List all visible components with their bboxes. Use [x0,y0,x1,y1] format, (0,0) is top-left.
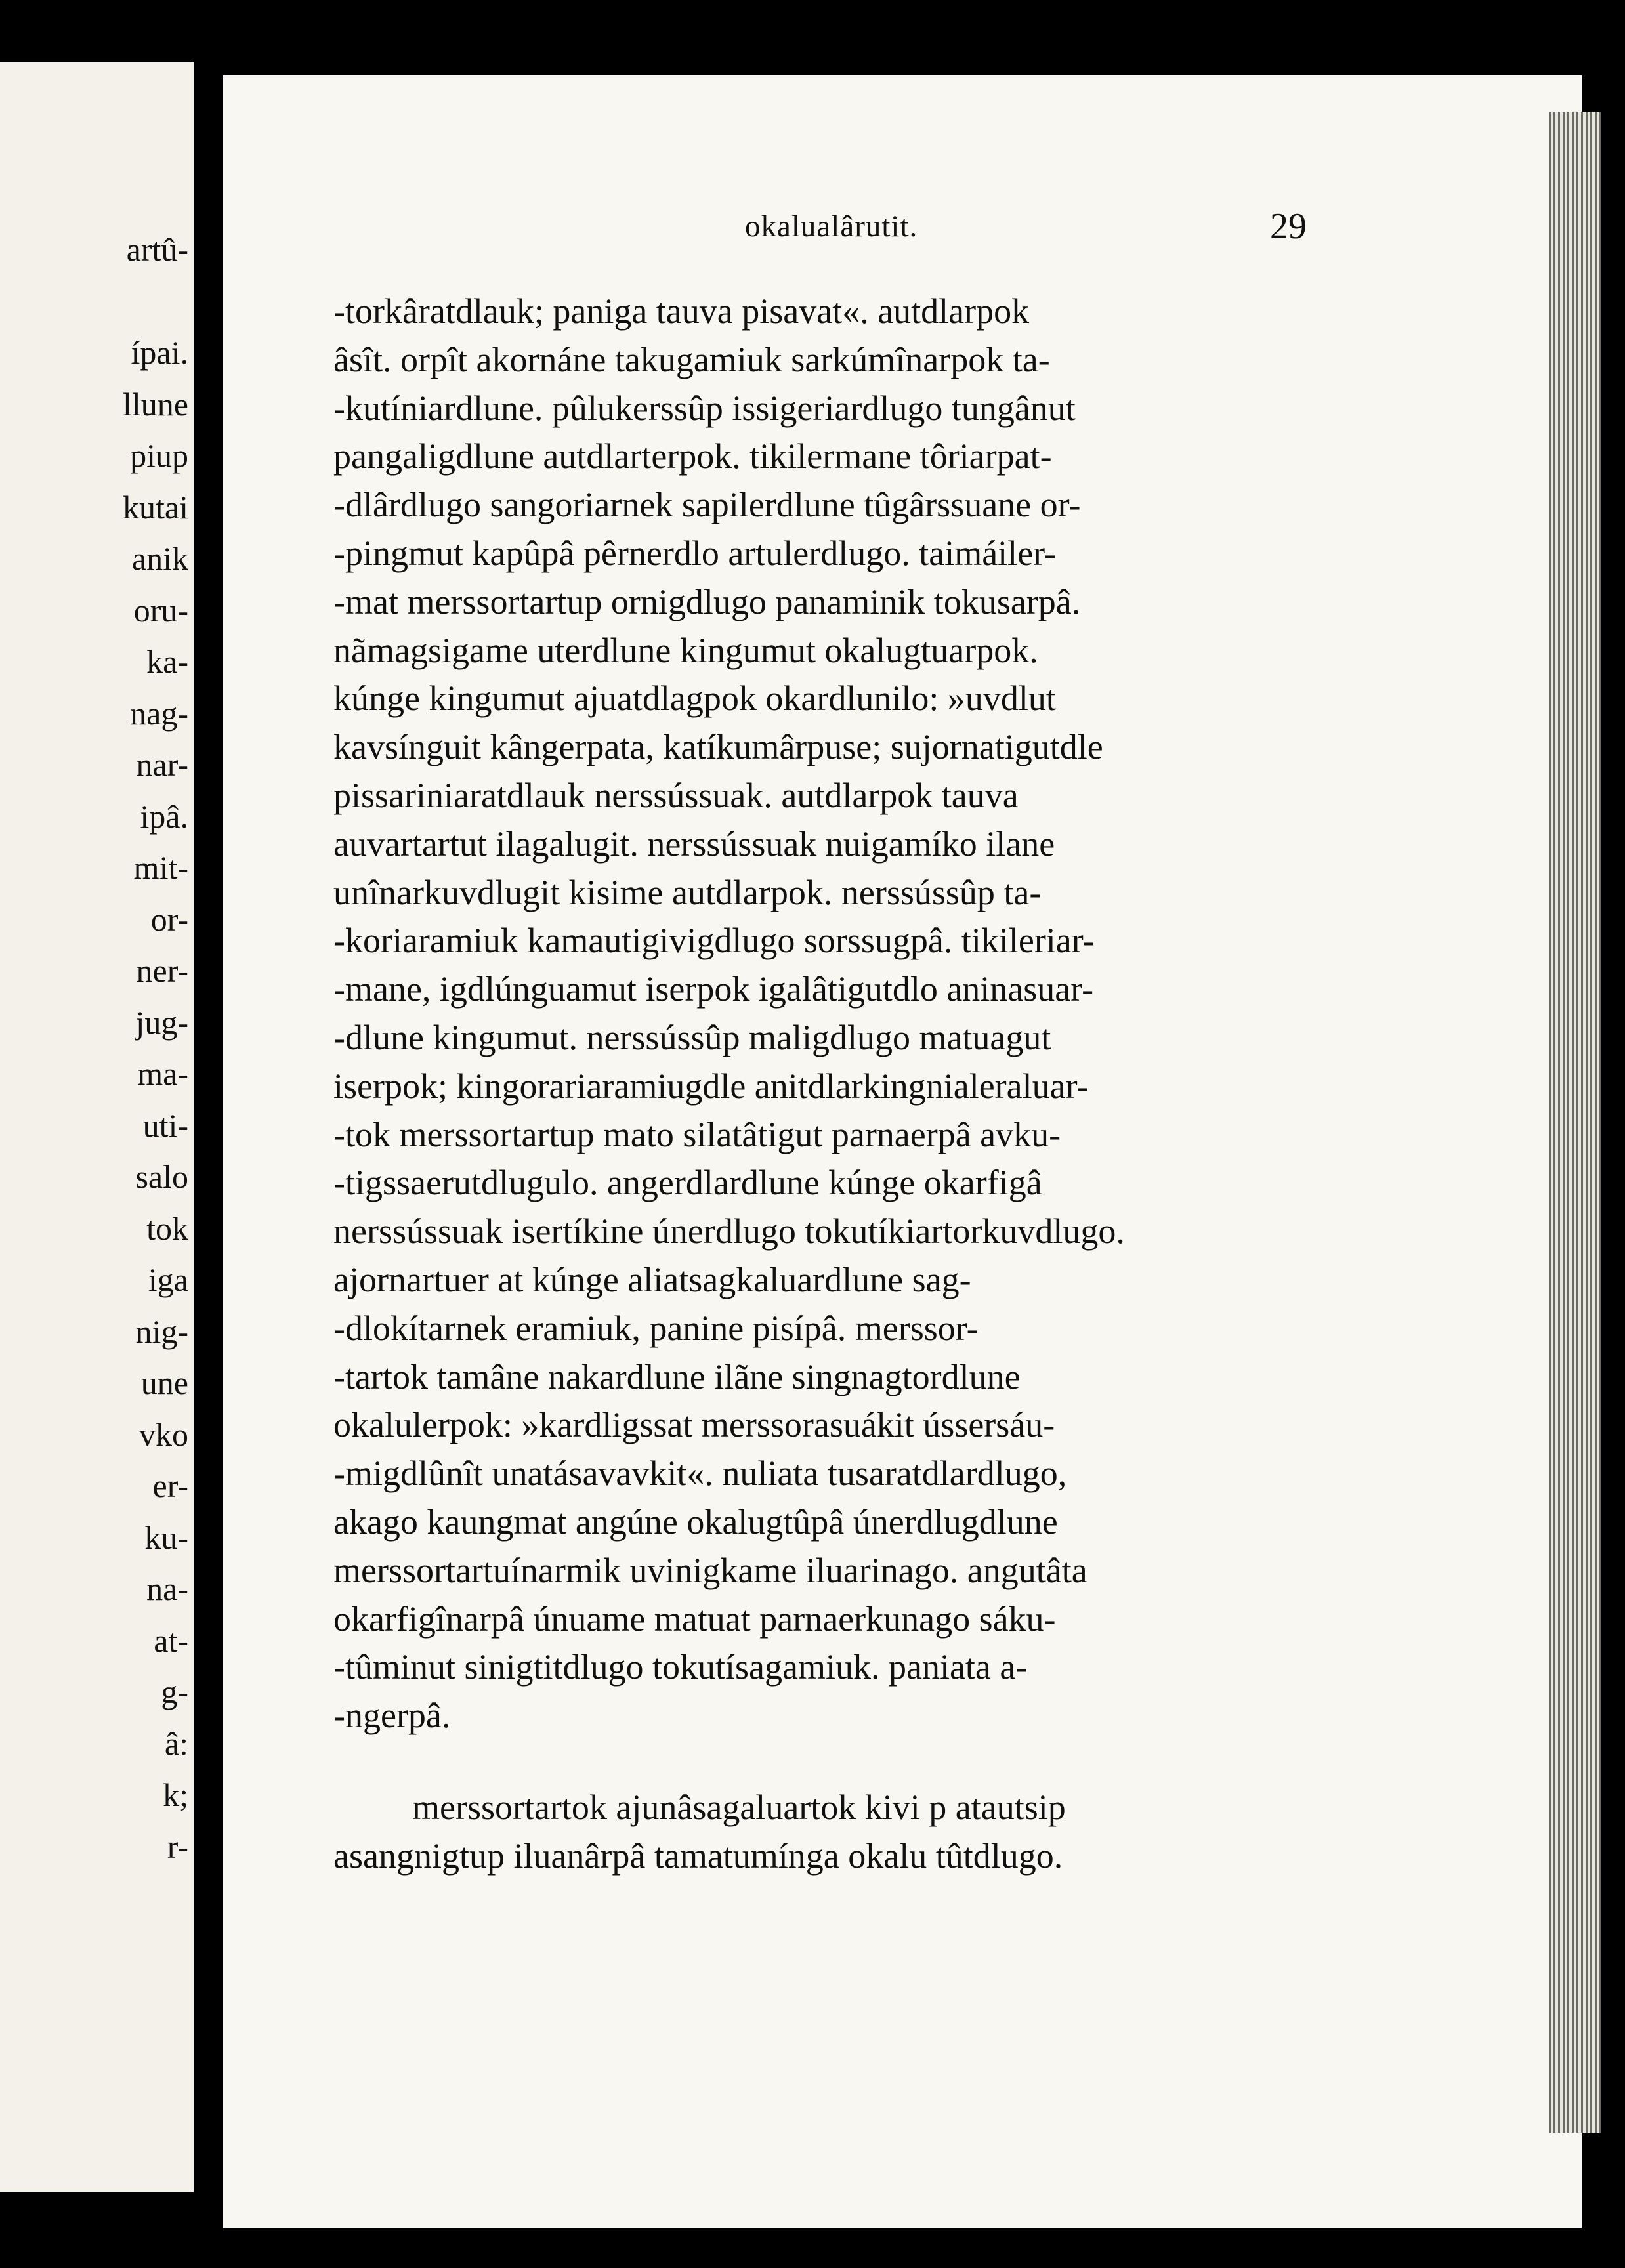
text-line: okalulerpok: »kardligssat merssorasuákit ússersáu- [333,1405,1055,1445]
previous-page-line: nig- [135,1312,188,1350]
text-line: -pingmut kapûpâ pêrnerdlo artulerdlugo. taimáiler- [333,533,1057,573]
previous-page-line: mit- [133,849,188,886]
previous-page-line: â: [164,1725,188,1762]
previous-page-line: une [140,1364,188,1401]
text-line: -mat merssortartup ornigdlugo panaminik tokusarpâ. [333,581,1081,621]
previous-page-line: kutai [123,488,188,526]
text-line: âsît. orpît akornáne takugamiuk sarkúmînarpok ta- [333,339,1050,379]
previous-page-line: ma- [137,1055,188,1092]
previous-page-line: or- [150,900,188,938]
text-line: -torkâratdlauk; paniga tauva pisavat«. autdlarpok [333,291,1030,331]
paragraph-gap [333,1740,1344,1784]
text-line: kúnge kingumut ajuatdlagpok okardlunilo: »uvdlut [333,679,1056,719]
text-line: nerssússuak isertíkine únerdlugo tokutíkiartorkuvdlugo. [333,1211,1125,1251]
previous-page-line: ka- [146,643,188,680]
text-line: okarfigînarpâ únuame matuat parnaerkunago sáku- [333,1599,1056,1639]
text-line: pissariniaratdlauk nerssússuak. autdlarpok tauva [333,775,1019,815]
text-line: -tûminut sinigtitdlugo tokutísagamiuk. paniata a- [333,1647,1028,1687]
previous-page-line: jug- [135,1003,188,1041]
previous-page-line: na- [146,1570,188,1607]
previous-page-line: at- [154,1622,188,1659]
previous-page-line: anik [131,540,188,577]
text-line: -tigssaerutdlugulo. angerdlardlune kúnge okarfigâ [333,1163,1042,1203]
previous-page-line: k; [163,1776,188,1813]
previous-page-line: ipâ. [140,797,188,835]
text-line: akago kaungmat angúne okalugtûpâ únerdlugdlune [333,1502,1058,1542]
previous-page-line: tok [146,1209,188,1247]
previous-page-line: llune [123,385,188,423]
previous-page-line: r- [167,1828,188,1865]
text-line: nãmagsigame uterdlune kingumut okalugtuarpok. [333,630,1038,670]
previous-page-line: nag- [130,694,188,732]
text-line: pangaligdlune autdlarterpok. tikilermane tôriarpat- [333,436,1052,476]
text-line: -ngerpâ. [333,1696,451,1736]
running-head: okalualârutit. [745,209,918,243]
text-line: -migdlûnît unatásavavkit«. nuliata tusaratdlardlugo, [333,1454,1067,1494]
previous-page-line: iga [148,1261,188,1298]
text-line: -dlune kingumut. nerssússûp maligdlugo matuagut [333,1017,1051,1057]
previous-page-line: ípai. [131,334,188,371]
page-edge [1549,112,1601,2133]
previous-page-line: ku- [144,1519,188,1556]
text-line: asangnigtup iluanârpâ tamatumínga okalu tûtdlugo. [333,1836,1063,1876]
text-line: unînarkuvdlugit kisime autdlarpok. nerssússûp ta- [333,872,1042,912]
text-line: -kutíniardlune. pûlukerssûp issigeriardlugo tungânut [333,388,1076,428]
text-line: -dlârdlugo sangoriarnek sapilerdlune tûgârssuane or- [333,485,1081,525]
previous-page-line: vko [139,1416,188,1453]
text-line: -mane, igdlúnguamut iserpok igalâtigutdlo aninasuar- [333,969,1094,1009]
text-line: -tok merssortartup mato silatâtigut parnaerpâ avku- [333,1114,1061,1154]
previous-page-line: uti- [142,1106,188,1144]
text-line: kavsínguit kângerpata, katíkumârpuse; sujornatigutdle [333,727,1103,767]
previous-page-fragment [0,62,194,2192]
previous-page-line: artû- [126,231,188,268]
text-line: iserpok; kingorariaramiugdle anitdlarkingnialeraluar- [333,1066,1089,1106]
text-line: -koriaramiuk kamautigivigdlugo sorssugpâ. tikileriar- [333,921,1095,961]
paragraph-2 [333,1784,1344,1881]
page-number: 29 [1270,206,1307,247]
paragraph-1 [333,287,1344,1740]
previous-page-line: nar- [136,746,188,783]
text-line: merssortartok ajunâsagaluartok kivi p atautsip [412,1787,1066,1827]
previous-page-line: g- [161,1673,188,1710]
previous-page-line: oru- [133,591,188,629]
body-text [333,287,1344,1881]
previous-page-line: piup [130,437,188,474]
previous-page-line: er- [152,1467,188,1504]
text-line: merssortartuínarmik uvinigkame iluarinago. angutâta [333,1550,1087,1590]
text-line: -tartok tamâne nakardlune ilãne singnagtordlune [333,1356,1021,1396]
text-line: -dlokítarnek eramiuk, panine pisípâ. merssor- [333,1308,979,1348]
text-line: auvartartut ilagalugit. nerssússuak nuigamíko ilane [333,824,1055,864]
text-line: ajornartuer at kúnge aliatsagkaluardlune sag- [333,1259,971,1299]
previous-page-line: salo [135,1158,188,1195]
previous-page-line: ner- [136,952,188,989]
